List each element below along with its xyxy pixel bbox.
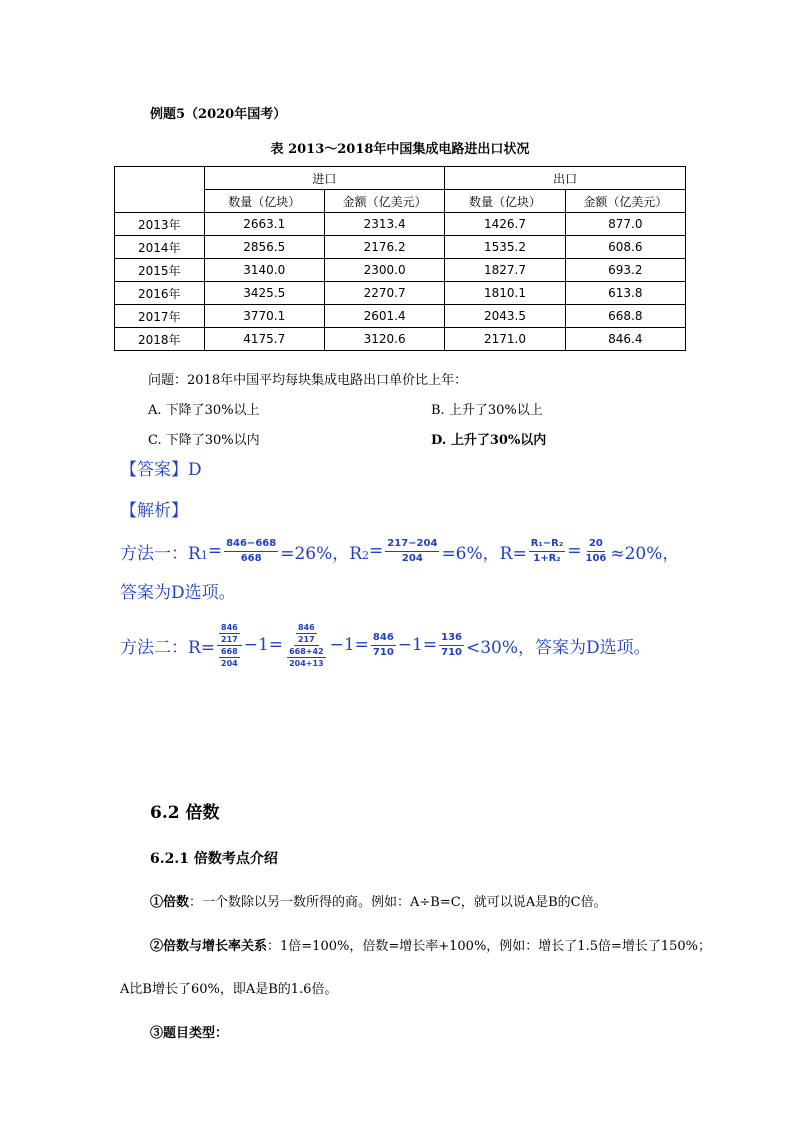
fraction-numerator [294, 623, 319, 646]
fraction-denominator: 217 [221, 634, 238, 644]
compound-fraction-1 [217, 623, 242, 668]
fraction-denominator [217, 646, 242, 668]
inner-fraction [287, 647, 326, 668]
table-cell: 608.6 [565, 236, 685, 259]
table-cell: 2171.0 [445, 328, 565, 351]
option-b: B. 上升了30%以上 [431, 403, 543, 418]
paragraph-multiple-definition [150, 891, 607, 910]
header-import: 进口 [204, 167, 445, 190]
table-cell: 846.4 [565, 328, 685, 351]
compound-fraction-2 [285, 623, 328, 668]
table-cell: 613.8 [565, 282, 685, 305]
fraction-denominator: 710 [441, 646, 462, 658]
answer-label: 【答案】D [120, 460, 202, 480]
table-cell: 693.2 [565, 259, 685, 282]
fraction-numerator: 846 [297, 622, 315, 632]
table-header-row [115, 167, 686, 190]
data-table [114, 166, 686, 351]
inner-fraction [219, 647, 240, 668]
method-one-formula [120, 527, 679, 575]
fraction-numerator: 846 [221, 622, 238, 632]
fraction-numerator: 846 [371, 632, 396, 646]
r2-subscript: 2 [362, 548, 370, 562]
paragraph-text: ：1倍=100%，倍数=增长率+100%，例如：增长了1.5倍=增长了150%； [267, 939, 712, 954]
fraction-denominator [285, 646, 328, 668]
row-year: 2013年 [115, 213, 205, 236]
example-title: 例题5（2020年国考） [150, 107, 287, 122]
fraction-denominator: 668 [240, 552, 262, 564]
table-cell: 2601.4 [324, 305, 444, 328]
paragraph-term: ②倍数与增长率关系 [150, 939, 268, 954]
analysis-label: 【解析】 [120, 501, 188, 521]
question-text: 问题：2018年中国平均每块集成电路出口单价比上年： [148, 373, 468, 388]
method-two-prefix: 方法二：R= [120, 637, 216, 658]
subheader-import-amount: 金额（亿美元） [324, 190, 444, 213]
inner-fraction [219, 623, 240, 644]
table-cell: 1827.7 [445, 259, 565, 282]
table-cell: 1535.2 [445, 236, 565, 259]
fraction-numerator: 136 [439, 632, 464, 646]
method-two-formula [120, 617, 651, 673]
fraction-result [584, 538, 609, 565]
option-a: A. 下降了30%以上 [148, 403, 260, 418]
table-row [115, 236, 686, 259]
equals-sign: = [369, 541, 384, 561]
table-cell: 877.0 [565, 213, 685, 236]
table-cell: 4175.7 [204, 328, 324, 351]
row-year: 2016年 [115, 282, 205, 305]
fraction-denominator: 204 [221, 658, 238, 668]
fraction-numerator: 20 [587, 538, 605, 552]
table-cell: 1810.1 [445, 282, 565, 305]
fraction-136-710 [439, 632, 464, 659]
table-cell: 3140.0 [204, 259, 324, 282]
paragraph-multiple-growth [150, 935, 711, 954]
fraction-r2 [385, 538, 439, 565]
table-cell: 3425.5 [204, 282, 324, 305]
equals-sign: = [207, 541, 223, 561]
row-year: 2018年 [115, 328, 205, 351]
subheader-export-quantity: 数量（亿块） [445, 190, 565, 213]
section-title: 6.2 倍数 [150, 803, 220, 823]
subheader-import-quantity: 数量（亿块） [204, 190, 324, 213]
table-cell: 3120.6 [324, 328, 444, 351]
table-row [115, 282, 686, 305]
fraction-denominator: 217 [297, 634, 315, 644]
method-one-conclusion: 答案为D选项。 [120, 583, 236, 603]
option-c: C. 下降了30%以内 [148, 433, 260, 448]
fraction-denominator: 204 [401, 552, 423, 564]
fraction-denominator: 204+13 [289, 658, 324, 668]
fraction-numerator: R₁−R₂ [529, 538, 566, 552]
result-r2: =6%，R= [441, 543, 527, 564]
table-cell: 2176.2 [324, 236, 444, 259]
table-cell: 2300.0 [324, 259, 444, 282]
equals-sign: = [567, 541, 582, 561]
subheader-export-amount: 金额（亿美元） [565, 190, 685, 213]
fraction-numerator: 846−668 [224, 538, 278, 552]
fraction-r [529, 538, 566, 565]
fraction-r1 [224, 538, 278, 565]
paragraph-question-types: ③题目类型： [150, 1026, 229, 1041]
fraction-numerator: 217−204 [385, 538, 439, 552]
minus-one: −1= [243, 635, 284, 655]
table-caption: 表 2013～2018年中国集成电路进出口状况 [270, 142, 530, 157]
row-year: 2015年 [115, 259, 205, 282]
result-approx: ≈20%， [610, 543, 680, 564]
table-cell: 3770.1 [204, 305, 324, 328]
header-export: 出口 [445, 167, 686, 190]
fraction-846-710 [371, 632, 396, 659]
minus-one: −1= [397, 635, 438, 655]
fraction-denominator: 710 [372, 646, 394, 658]
option-d: D. 上升了30%以内 [431, 433, 547, 448]
table-cell: 2663.1 [204, 213, 324, 236]
inner-fraction [296, 623, 317, 644]
result-r1: =26%，R [280, 543, 363, 564]
table-row [115, 213, 686, 236]
subsection-title: 6.2.1 倍数考点介绍 [150, 851, 278, 867]
method-two-conclusion: <30%，答案为D选项。 [465, 637, 651, 658]
row-year: 2014年 [115, 236, 205, 259]
table-cell: 2313.4 [324, 213, 444, 236]
fraction-denominator: 1+R₂ [533, 552, 561, 564]
table-cell: 2043.5 [445, 305, 565, 328]
fraction-denominator: 106 [585, 552, 607, 564]
paragraph-term: ①倍数 [150, 895, 190, 910]
table-cell: 2270.7 [324, 282, 444, 305]
fraction-numerator [217, 623, 242, 646]
table-cell: 2856.5 [204, 236, 324, 259]
table-row [115, 259, 686, 282]
fraction-numerator: 668 [221, 646, 238, 656]
r1-subscript: 1 [200, 548, 208, 562]
table-corner-cell [115, 167, 205, 213]
table-row [115, 328, 686, 351]
fraction-numerator: 668+42 [289, 646, 324, 656]
table-row [115, 305, 686, 328]
row-year: 2017年 [115, 305, 205, 328]
table-cell: 668.8 [565, 305, 685, 328]
method-one-prefix: 方法一：R [120, 543, 201, 564]
table-cell: 1426.7 [445, 213, 565, 236]
paragraph-text: ：一个数除以另一数所得的商。例如：A÷B=C，就可以说A是B的C倍。 [189, 895, 607, 910]
paragraph-continuation: A比B增长了60%，即A是B的1.6倍。 [120, 982, 338, 997]
minus-one: −1= [329, 635, 369, 655]
